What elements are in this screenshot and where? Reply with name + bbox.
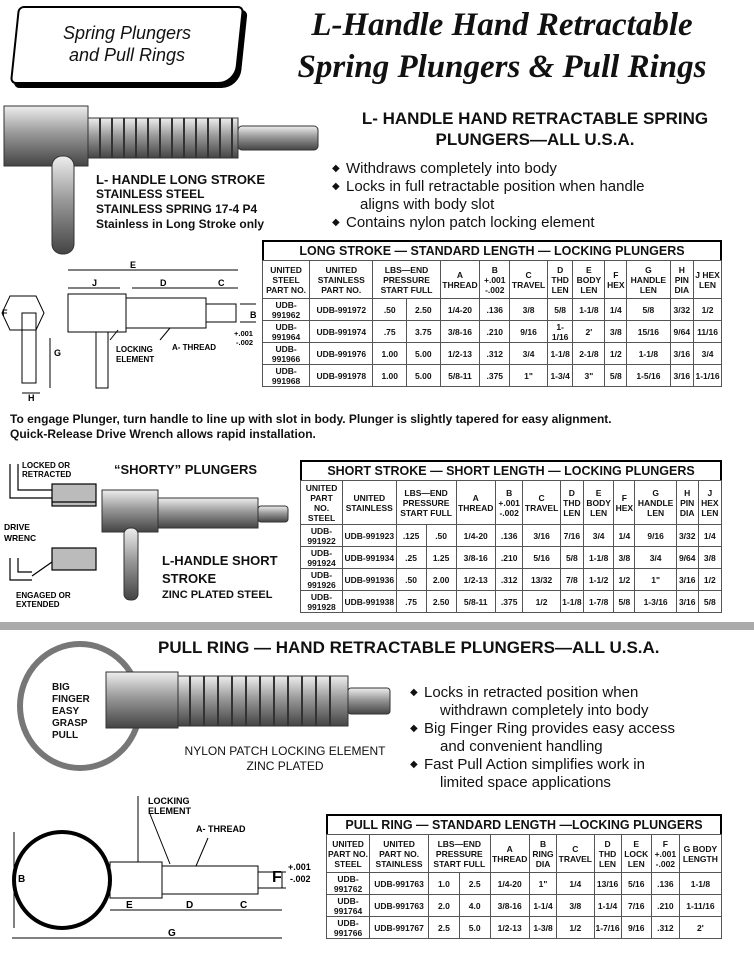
table-cell: 1-3/16 — [635, 591, 676, 613]
table-cell: 3/16 — [523, 525, 560, 547]
col-steel: UNITED STEEL PART NO. — [263, 261, 310, 299]
table-cell: .25 — [396, 547, 426, 569]
table-cell: 1" — [529, 873, 556, 895]
table-row — [327, 917, 722, 939]
col-c: C TRAVEL — [510, 261, 548, 299]
svg-text:J: J — [92, 278, 98, 288]
table-cell: 9/16 — [510, 321, 548, 343]
table-cell: 5/8-11 — [440, 365, 480, 387]
svg-text:-.002: -.002 — [236, 338, 254, 347]
table-cell: UDB-991763 — [370, 895, 429, 917]
table-cell: 7/16 — [560, 525, 583, 547]
short-stroke-table-title: SHORT STROKE — SHORT LENGTH — LOCKING PLUNGERS — [300, 460, 722, 480]
table-cell: 1-1/8 — [573, 299, 605, 321]
dim-e-label: E — [130, 260, 137, 270]
table-row — [327, 873, 722, 895]
pull-ring-table-title: PULL RING — STANDARD LENGTH —LOCKING PLUNGERS — [326, 814, 722, 834]
table-cell: .375 — [495, 591, 523, 613]
table-cell: 9/64 — [670, 321, 694, 343]
svg-text:LOCKED OR: LOCKED OR — [22, 461, 70, 470]
table-cell: 2.50 — [407, 299, 441, 321]
table-cell: UDB-991976 — [310, 343, 373, 365]
short-stroke-table-wrap — [300, 460, 722, 613]
table-cell: .136 — [651, 873, 679, 895]
table-cell: 3/4 — [694, 343, 722, 365]
table-cell: .210 — [480, 321, 510, 343]
table-cell: UDB-991763 — [370, 873, 429, 895]
table-cell: 3/16 — [670, 365, 694, 387]
svg-text:ELEMENT: ELEMENT — [148, 806, 192, 816]
table-cell: UDB-991962 — [263, 299, 310, 321]
table-cell: 11/16 — [694, 321, 722, 343]
table-cell: 5.00 — [407, 365, 441, 387]
table-cell: 1-3/4 — [547, 365, 572, 387]
table-cell: 1-3/8 — [529, 917, 556, 939]
table-cell: .50 — [396, 569, 426, 591]
table-cell: 5.0 — [459, 917, 490, 939]
table-cell: 1/4 — [698, 525, 721, 547]
svg-text:C: C — [240, 900, 248, 911]
table-cell: 5/8 — [547, 299, 572, 321]
col-g: G HANDLE LEN — [627, 261, 670, 299]
table-cell: .375 — [480, 365, 510, 387]
table-cell: 1/4-20 — [490, 873, 529, 895]
svg-text:ELEMENT: ELEMENT — [116, 355, 155, 364]
table-cell: 2' — [573, 321, 605, 343]
svg-text:LOCKING: LOCKING — [116, 345, 153, 354]
table-cell: 1/4-20 — [456, 525, 495, 547]
table-cell: 3/4 — [635, 547, 676, 569]
long-stroke-diagram — [0, 258, 262, 404]
table-cell: 3" — [573, 365, 605, 387]
table-cell: 1-5/16 — [627, 365, 670, 387]
table-cell: 1/2 — [614, 569, 635, 591]
long-stroke-table-wrap — [262, 240, 722, 387]
col-h: H PIN DIA — [670, 261, 694, 299]
table-cell: 3/32 — [670, 299, 694, 321]
l-handle-heading: L- HANDLE HAND RETRACTABLE SPRING PLUNGERS—ALL U.S.A. — [361, 109, 709, 149]
table-cell: UDB-991767 — [370, 917, 429, 939]
table-cell: 13/32 — [523, 569, 560, 591]
l-handle-features: ◆ Withdraws completely into body ◆ Locks in full retractable position when handle aligns with body slot ◆ Contains nylon patch locking element — [332, 160, 752, 232]
table-cell: UDB-991923 — [343, 525, 397, 547]
table-cell: 7/16 — [621, 895, 651, 917]
table-cell: UDB-991968 — [263, 365, 310, 387]
table-cell: 3/8-16 — [440, 321, 480, 343]
pull-ring-diagram — [0, 792, 325, 952]
table-cell: .50 — [426, 525, 456, 547]
table-cell: 3/32 — [676, 525, 698, 547]
svg-text:RETRACTED: RETRACTED — [22, 470, 72, 479]
table-cell: 1-1/16 — [694, 365, 722, 387]
table-cell: 1/2 — [557, 917, 594, 939]
table-cell: UDB-991974 — [310, 321, 373, 343]
section-divider — [0, 622, 754, 630]
table-cell: 5/16 — [621, 873, 651, 895]
table-cell: UDB-991762 — [327, 873, 370, 895]
table-cell: 1-1/4 — [594, 895, 621, 917]
table-cell: 1" — [635, 569, 676, 591]
table-cell: .136 — [495, 525, 523, 547]
l-handle-caption: L- HANDLE LONG STROKE STAINLESS STEEL STAINLESS SPRING 17-4 P4 Stainless in Long Stroke only — [96, 172, 265, 231]
table-cell: 1-1/8 — [584, 547, 614, 569]
table-cell: 1/2 — [694, 299, 722, 321]
table-cell: UDB-991966 — [263, 343, 310, 365]
table-cell: 3/8 — [698, 547, 721, 569]
table-cell: 1/4 — [557, 873, 594, 895]
svg-text:G: G — [168, 928, 176, 939]
col-pressure: LBS—END PRESSURE START FULL — [373, 261, 440, 299]
table-cell: 1-1/8 — [679, 873, 721, 895]
table-cell: 3/16 — [670, 343, 694, 365]
col-b: B +.001 -.002 — [480, 261, 510, 299]
table-cell: 9/16 — [621, 917, 651, 939]
table-cell: 2-1/8 — [573, 343, 605, 365]
shorty-caption: L-HANDLE SHORT STROKE ZINC PLATED STEEL — [162, 553, 278, 601]
table-cell: 1/4-20 — [440, 299, 480, 321]
table-cell: 1/2-13 — [490, 917, 529, 939]
table-cell: 2.50 — [426, 591, 456, 613]
table-cell: UDB-991922 — [301, 525, 343, 547]
pull-ring-table: PULL RING — STANDARD LENGTH —LOCKING PLUNGERS UNITED PART NO. STEEL UNITED PART NO. STAINLESS LBS—END PRESSURE START FULL A THREAD B RING DIA C TRAVEL D THD LEN E LOCK LEN F +.001 -.002 G BODY LENGTH UDB-991762 UDB-991763 1.0 2.5 1/4-20 1" 1/4 13/16 5/16 .136 1-1/8 UDB-991764 UDB-991763 2.0 4.0 3/8-16 1-1/4 3/8 1-1/4 7/16 .210 1-11/16 UDB-991766 UDB-991767 2.5 5.0 1/2-13 1-3/8 1/2 1-7/16 9/16 .312 2' — [326, 814, 722, 939]
table-cell: .136 — [480, 299, 510, 321]
table-cell: 2' — [679, 917, 721, 939]
table-cell: 1" — [510, 365, 548, 387]
col-j: J HEX LEN — [694, 261, 722, 299]
table-cell: UDB-991936 — [343, 569, 397, 591]
table-cell: 7/8 — [560, 569, 583, 591]
table-cell: 2.5 — [429, 917, 460, 939]
table-cell: 1-1/8 — [627, 343, 670, 365]
table-cell: 5.00 — [407, 343, 441, 365]
pull-ring-caption: NYLON PATCH LOCKING ELEMENT ZINC PLATED — [184, 744, 386, 773]
table-cell: .312 — [651, 917, 679, 939]
table-cell: 13/16 — [594, 873, 621, 895]
table-cell: 1/4 — [614, 525, 635, 547]
table-cell: .125 — [396, 525, 426, 547]
svg-text:C: C — [218, 278, 225, 288]
table-cell: 1/2 — [605, 343, 627, 365]
table-cell: 1-1/4 — [529, 895, 556, 917]
table-cell: 3/8 — [557, 895, 594, 917]
table-cell: 1-1/8 — [547, 343, 572, 365]
table-row — [301, 547, 722, 569]
short-stroke-table: SHORT STROKE — SHORT LENGTH — LOCKING PLUNGERS UNITED PART NO. STEEL UNITED STAINLESS LBS—END PRESSURE START FULL A THREAD B +.001 -.002 C TRAVEL D THD LEN E BODY LEN F HEX G HANDLE LEN H PIN DIA J HEX LEN UDB-991922 UDB-991923 .125 .50 1/4-20 .136 3/16 7/16 3/4 1/4 9/16 3/32 1/4 UDB-991924 UDB-991934 .25 1.25 3/8-16 .210 5/16 5/8 1-1/8 3/8 3/4 9/64 3/8 UDB-991926 UDB-991936 .50 2.00 1/2-13 .312 13/32 7/8 1-1/2 1/2 1" 3/16 1/2 UDB-991928 UDB-991938 .75 2.50 5/8-11 .375 1/2 1-1/8 1-7/8 5/8 1-3/16 3/16 5/8 — [300, 460, 722, 613]
table-cell: 5/16 — [523, 547, 560, 569]
page-title: L-Handle Hand Retractable Spring Plungers & Pull Rings — [297, 7, 707, 85]
long-stroke-table — [262, 240, 722, 387]
pull-ring-features: ◆ Locks in retracted position when withdrawn completely into body ◆ Big Finger Ring provides easy access and convenient handling ◆ Fast Pull Action simplifies work in limited space applications — [410, 684, 750, 792]
table-cell: 3/8-16 — [490, 895, 529, 917]
col-stainless: UNITED STAINLESS PART NO. — [310, 261, 373, 299]
table-cell: .312 — [495, 569, 523, 591]
table-cell: 3/4 — [510, 343, 548, 365]
svg-text:D: D — [186, 900, 194, 911]
table-cell: 3/4 — [584, 525, 614, 547]
col-f: F HEX — [605, 261, 627, 299]
table-cell: 2.00 — [426, 569, 456, 591]
svg-text:D: D — [160, 278, 167, 288]
table-cell: 5/8 — [560, 547, 583, 569]
svg-text:F: F — [2, 308, 8, 318]
table-cell: 1/2-13 — [440, 343, 480, 365]
svg-text:+.001: +.001 — [234, 329, 253, 338]
table-cell: UDB-991928 — [301, 591, 343, 613]
long-stroke-table-title: LONG STROKE — STANDARD LENGTH — LOCKING PLUNGERS — [262, 240, 722, 260]
table-row — [263, 365, 722, 387]
col-d: D THD LEN — [547, 261, 572, 299]
table-cell: UDB-991924 — [301, 547, 343, 569]
table-cell: .312 — [480, 343, 510, 365]
table-cell: UDB-991934 — [343, 547, 397, 569]
table-cell: .50 — [373, 299, 407, 321]
table-cell: .75 — [373, 321, 407, 343]
table-cell: 5/8 — [698, 591, 721, 613]
table-cell: .210 — [651, 895, 679, 917]
table-row — [301, 525, 722, 547]
table-cell: 9/16 — [635, 525, 676, 547]
table-cell: 3.75 — [407, 321, 441, 343]
svg-text:G: G — [54, 348, 62, 358]
table-cell: UDB-991978 — [310, 365, 373, 387]
table-cell: 1.0 — [429, 873, 460, 895]
section-tab-label: Spring Plungers and Pull Rings — [62, 23, 192, 65]
table-cell: 1-1/8 — [560, 591, 583, 613]
svg-text:E: E — [126, 900, 133, 911]
table-cell: 2.0 — [429, 895, 460, 917]
drive-wrench-diagram — [2, 458, 100, 618]
col-e: E BODY LEN — [573, 261, 605, 299]
svg-text:LOCKING: LOCKING — [148, 796, 190, 806]
table-row — [263, 343, 722, 365]
table-cell: 1-1/16 — [547, 321, 572, 343]
table-cell: 1-7/8 — [584, 591, 614, 613]
svg-text:A- THREAD: A- THREAD — [172, 343, 216, 352]
svg-text:-.002: -.002 — [290, 874, 311, 884]
table-cell: 3/16 — [676, 591, 698, 613]
svg-text:B: B — [250, 310, 257, 320]
table-cell: 4.0 — [459, 895, 490, 917]
table-cell: 3/8-16 — [456, 547, 495, 569]
svg-text:DRIVE: DRIVE — [4, 522, 30, 532]
table-cell: .210 — [495, 547, 523, 569]
table-cell: UDB-991926 — [301, 569, 343, 591]
table-cell: 5/8 — [605, 365, 627, 387]
table-row — [263, 321, 722, 343]
svg-text:A- THREAD: A- THREAD — [196, 824, 246, 834]
table-cell: 5/8 — [614, 591, 635, 613]
table-cell: UDB-991764 — [327, 895, 370, 917]
svg-text:F: F — [272, 869, 282, 886]
shorty-title: “SHORTY” PLUNGERS — [114, 462, 258, 477]
svg-text:B: B — [18, 874, 26, 885]
table-cell: 1.00 — [373, 343, 407, 365]
table-cell: 1.00 — [373, 365, 407, 387]
table-cell: 1/2 — [698, 569, 721, 591]
col-thread: A THREAD — [440, 261, 480, 299]
table-cell: 1/2-13 — [456, 569, 495, 591]
svg-text:H: H — [28, 393, 35, 403]
table-cell: 1.25 — [426, 547, 456, 569]
table-cell: 1-11/16 — [679, 895, 721, 917]
table-row — [327, 895, 722, 917]
table-cell: 1-1/2 — [584, 569, 614, 591]
table-cell: 1/4 — [605, 299, 627, 321]
svg-text:+.001: +.001 — [288, 862, 311, 872]
svg-text:WRENC: WRENC — [4, 533, 37, 543]
table-cell: 3/8 — [614, 547, 635, 569]
table-cell: .75 — [396, 591, 426, 613]
table-cell: 1/2 — [523, 591, 560, 613]
table-cell: 2.5 — [459, 873, 490, 895]
table-cell: 3/8 — [510, 299, 548, 321]
pull-ring-table-wrap — [326, 814, 722, 939]
engage-note: To engage Plunger, turn handle to line up with slot in body. Plunger is slightly tapered for easy alignment. Quick-Release Drive Wrench allows rapid installation. — [10, 412, 612, 441]
table-cell: UDB-991938 — [343, 591, 397, 613]
table-cell: UDB-991964 — [263, 321, 310, 343]
svg-text:ENGAGED OR: ENGAGED OR — [16, 591, 71, 600]
table-cell: 5/8 — [627, 299, 670, 321]
table-cell: UDB-991972 — [310, 299, 373, 321]
table-cell: 1-7/16 — [594, 917, 621, 939]
table-cell: 9/64 — [676, 547, 698, 569]
table-row — [263, 299, 722, 321]
svg-text:EXTENDED: EXTENDED — [16, 600, 60, 609]
pull-ring-heading: PULL RING — HAND RETRACTABLE PLUNGERS—ALL U.S.A. — [158, 638, 660, 657]
table-cell: 15/16 — [627, 321, 670, 343]
table-cell: 5/8-11 — [456, 591, 495, 613]
table-cell: 3/16 — [676, 569, 698, 591]
table-cell: 3/8 — [605, 321, 627, 343]
table-cell: UDB-991766 — [327, 917, 370, 939]
table-row — [301, 591, 722, 613]
table-row — [301, 569, 722, 591]
ring-label: BIG FINGER EASY GRASP PULL — [52, 682, 90, 741]
